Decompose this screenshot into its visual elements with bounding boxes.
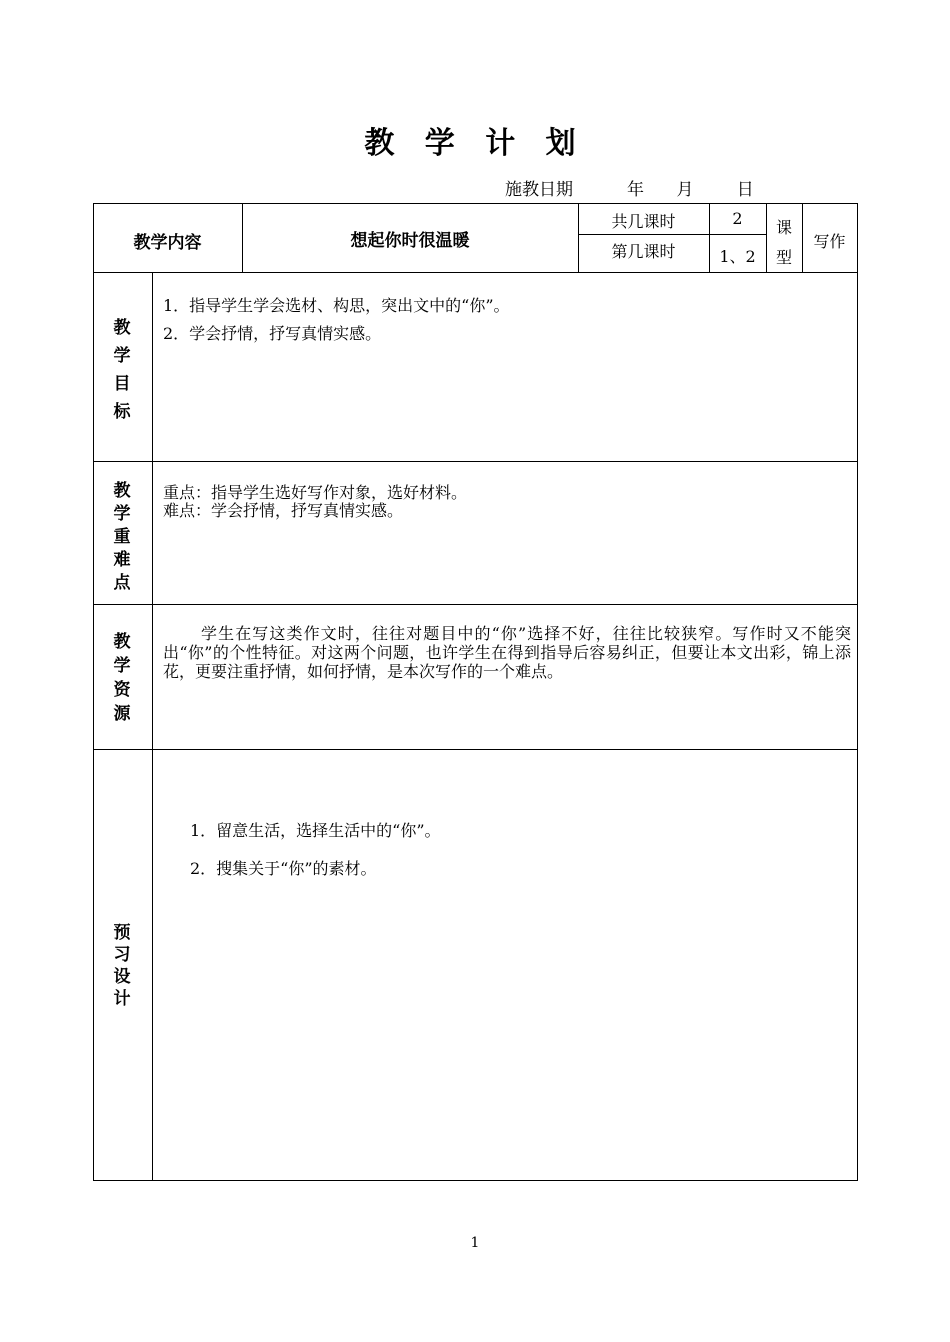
goals-list bbox=[163, 292, 510, 348]
table-top-border bbox=[93, 203, 858, 204]
key-points-text bbox=[163, 484, 467, 520]
goal-item: 1．指导学生学会选材、构思，突出文中的“你”。 bbox=[163, 296, 510, 315]
preview-list bbox=[190, 821, 441, 878]
key-points-label: 教学重难点 bbox=[113, 481, 131, 593]
key-point-line: 重点：指导学生选好写作对象，选好材料。 bbox=[163, 483, 468, 502]
table-left-border bbox=[93, 203, 94, 1180]
document-title: 教 学 计 划 bbox=[364, 126, 586, 161]
total-periods-value: 2 bbox=[732, 209, 743, 228]
resources-label: 教学资源 bbox=[113, 632, 131, 724]
lesson-title: 想起你时很温暖 bbox=[350, 231, 470, 251]
resources-paragraph: 学生在写这类作文时，往往对题目中的“你”选择不好，往往比较狭窄。写作时又不能突出“你”的个性特征。对这两个问题，也许学生在得到指导后容易纠正，但要让本文出彩，锦上添花，更要注重抒情，如何抒情，是本次写作的一个难点。 bbox=[163, 624, 851, 681]
header-divider bbox=[578, 234, 766, 235]
which-period-label: 第几课时 bbox=[611, 242, 676, 261]
preview-item: 2．搜集关于“你”的素材。 bbox=[190, 859, 377, 878]
which-period-value: 1、2 bbox=[719, 247, 756, 266]
table-bottom-border bbox=[93, 1180, 858, 1181]
header-divider bbox=[766, 203, 767, 272]
course-type-label: 课型 bbox=[775, 218, 792, 267]
row-divider bbox=[93, 749, 858, 750]
goals-label: 教学目标 bbox=[113, 318, 131, 422]
row-divider bbox=[93, 461, 858, 462]
total-periods-label: 共几课时 bbox=[611, 212, 676, 231]
row-divider bbox=[93, 272, 858, 273]
label-column-divider bbox=[152, 272, 153, 1180]
key-point-line: 难点：学会抒情，抒写真情实感。 bbox=[163, 501, 404, 520]
row-divider bbox=[93, 604, 858, 605]
goal-item: 2．学会抒情，抒写真情实感。 bbox=[163, 324, 382, 343]
preview-label: 预习设计 bbox=[113, 923, 131, 1009]
course-type-value: 写作 bbox=[813, 232, 846, 251]
page-number: 1 bbox=[470, 1235, 480, 1251]
content-label: 教学内容 bbox=[133, 233, 202, 253]
preview-item: 1．留意生活，选择生活中的“你”。 bbox=[190, 821, 441, 840]
table-right-border bbox=[857, 203, 858, 1180]
teaching-date-line: 施教日期 年 月 日 bbox=[505, 180, 754, 200]
